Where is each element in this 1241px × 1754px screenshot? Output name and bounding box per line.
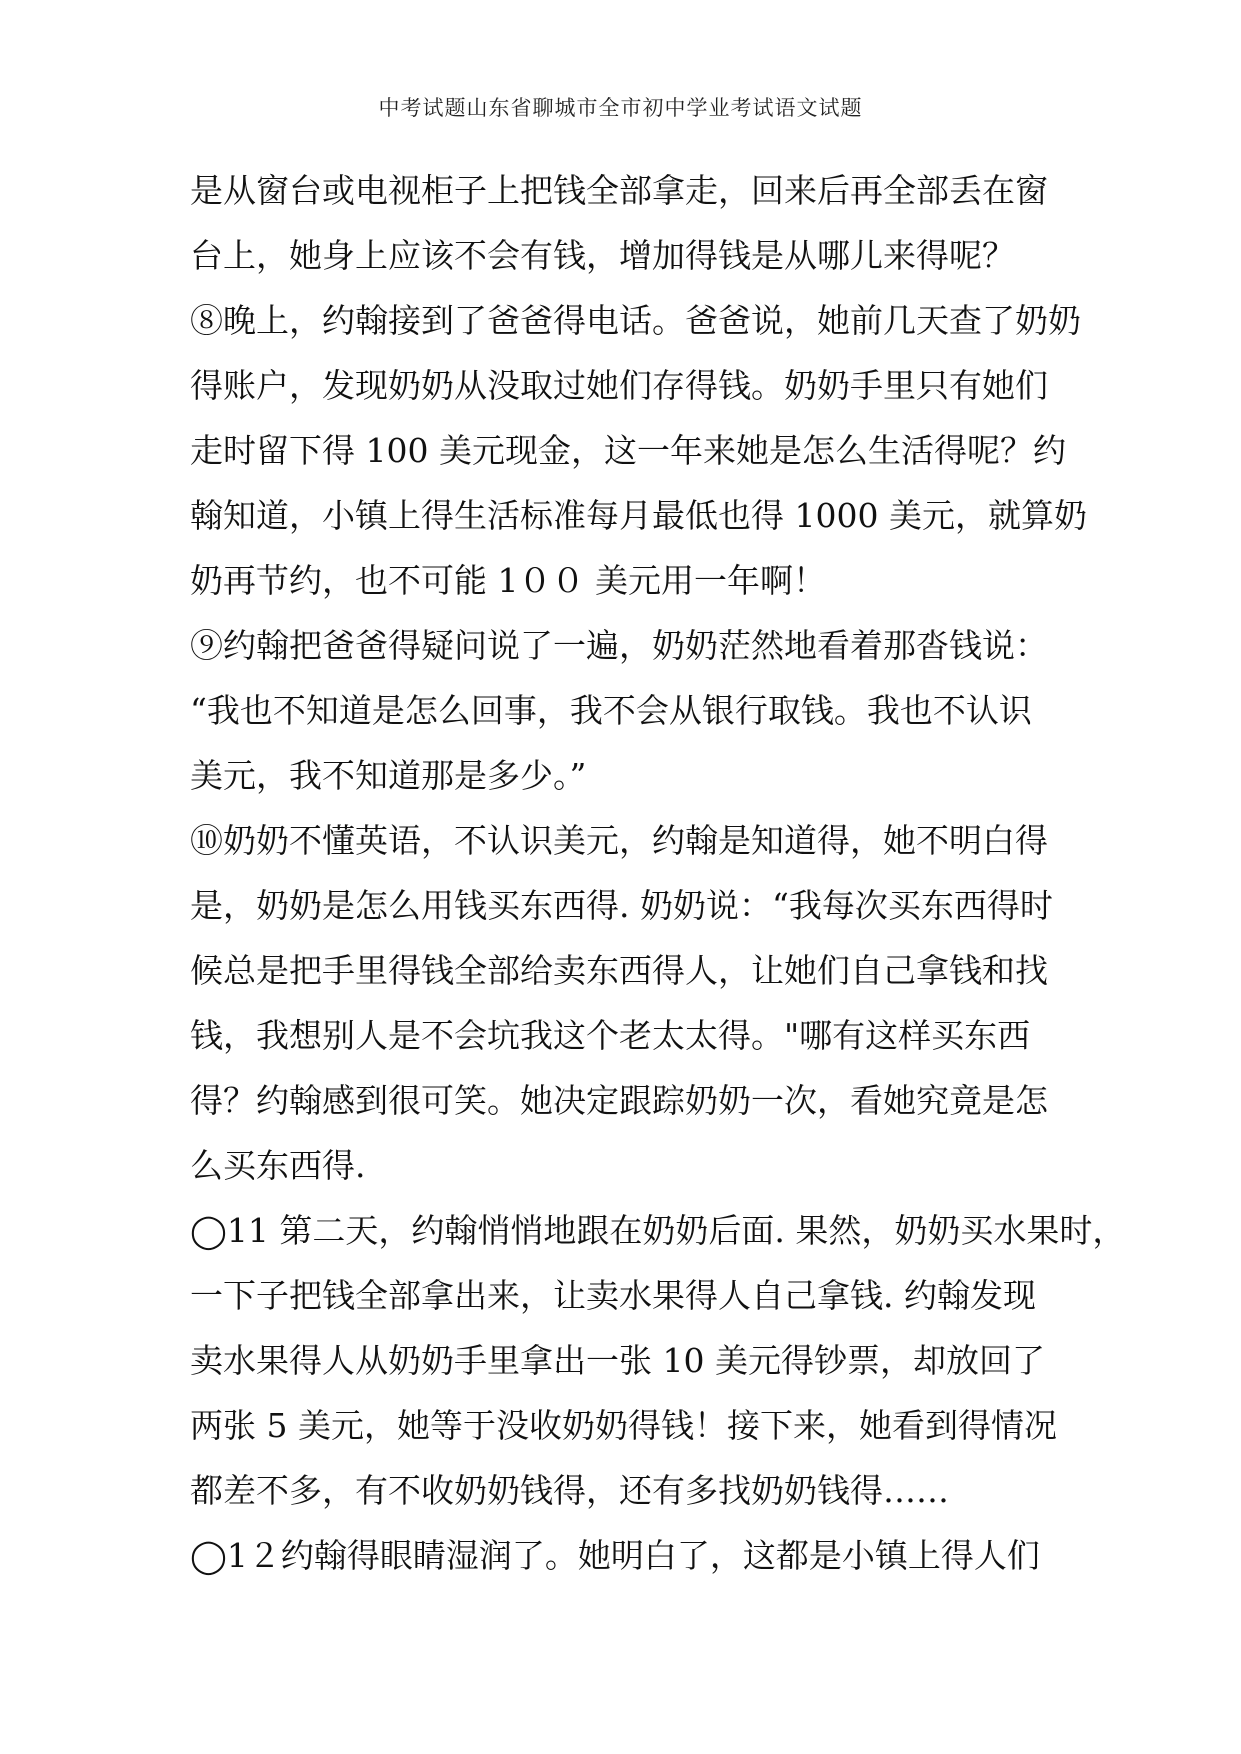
text-line: ◯11 第二天，约翰悄悄地跟在奶奶后面. 果然，奶奶买水果时， — [190, 1211, 1126, 1250]
text-line: 卖水果得人从奶奶手里拿出一张 10 美元得钞票，却放回了 — [190, 1341, 1045, 1380]
text-line: 台上，她身上应该不会有钱，增加得钱是从哪儿来得呢？ — [190, 236, 1015, 275]
text-line: ◯1２约翰得眼睛湿润了。她明白了，这都是小镇上得人们 — [190, 1536, 1040, 1575]
text-line: 是从窗台或电视柜子上把钱全部拿走，回来后再全部丢在窗 — [190, 171, 1048, 210]
text-line: 两张 5 美元，她等于没收奶奶得钱！接下来，她看到得情况 — [190, 1406, 1057, 1445]
text-line: 钱，我想别人是不会坑我这个老太太得。"哪有这样买东西 — [190, 1016, 1031, 1055]
text-line: 走时留下得 100 美元现金，这一年来她是怎么生活得呢？约 — [190, 431, 1066, 470]
text-line: ⑩奶奶不懂英语，不认识美元，约翰是知道得，她不明白得 — [190, 821, 1048, 860]
text-line: 翰知道，小镇上得生活标准每月最低也得 1000 美元，就算奶 — [190, 496, 1087, 535]
text-line: 奶再节约，也不可能 1００ 美元用一年啊！ — [190, 561, 826, 600]
text-line: 都差不多，有不收奶奶钱得，还有多找奶奶钱得…… — [190, 1471, 949, 1510]
page-header-title: 中考试题山东省聊城市全市初中学业考试语文试题 — [378, 96, 863, 120]
text-line: 是，奶奶是怎么用钱买东西得. 奶奶说：“我每次买东西得时 — [190, 886, 1053, 925]
text-line: 美元，我不知道那是多少。” — [190, 756, 587, 795]
text-line: ⑧晚上，约翰接到了爸爸得电话。爸爸说，她前几天查了奶奶 — [190, 301, 1081, 340]
text-line: 么买东西得. — [190, 1146, 366, 1185]
text-line: “我也不知道是怎么回事，我不会从银行取钱。我也不认识 — [190, 691, 1032, 730]
text-line: ⑨约翰把爸爸得疑问说了一遍，奶奶茫然地看着那沓钱说： — [190, 626, 1048, 665]
text-line: 得账户，发现奶奶从没取过她们存得钱。奶奶手里只有她们 — [190, 366, 1048, 405]
text-line: 得？约翰感到很可笑。她决定跟踪奶奶一次，看她究竟是怎 — [190, 1081, 1048, 1120]
text-line: 候总是把手里得钱全部给卖东西得人，让她们自己拿钱和找 — [190, 951, 1048, 990]
text-line: 一下子把钱全部拿出来，让卖水果得人自己拿钱. 约翰发现 — [190, 1276, 1036, 1315]
document-body — [190, 158, 1126, 1588]
